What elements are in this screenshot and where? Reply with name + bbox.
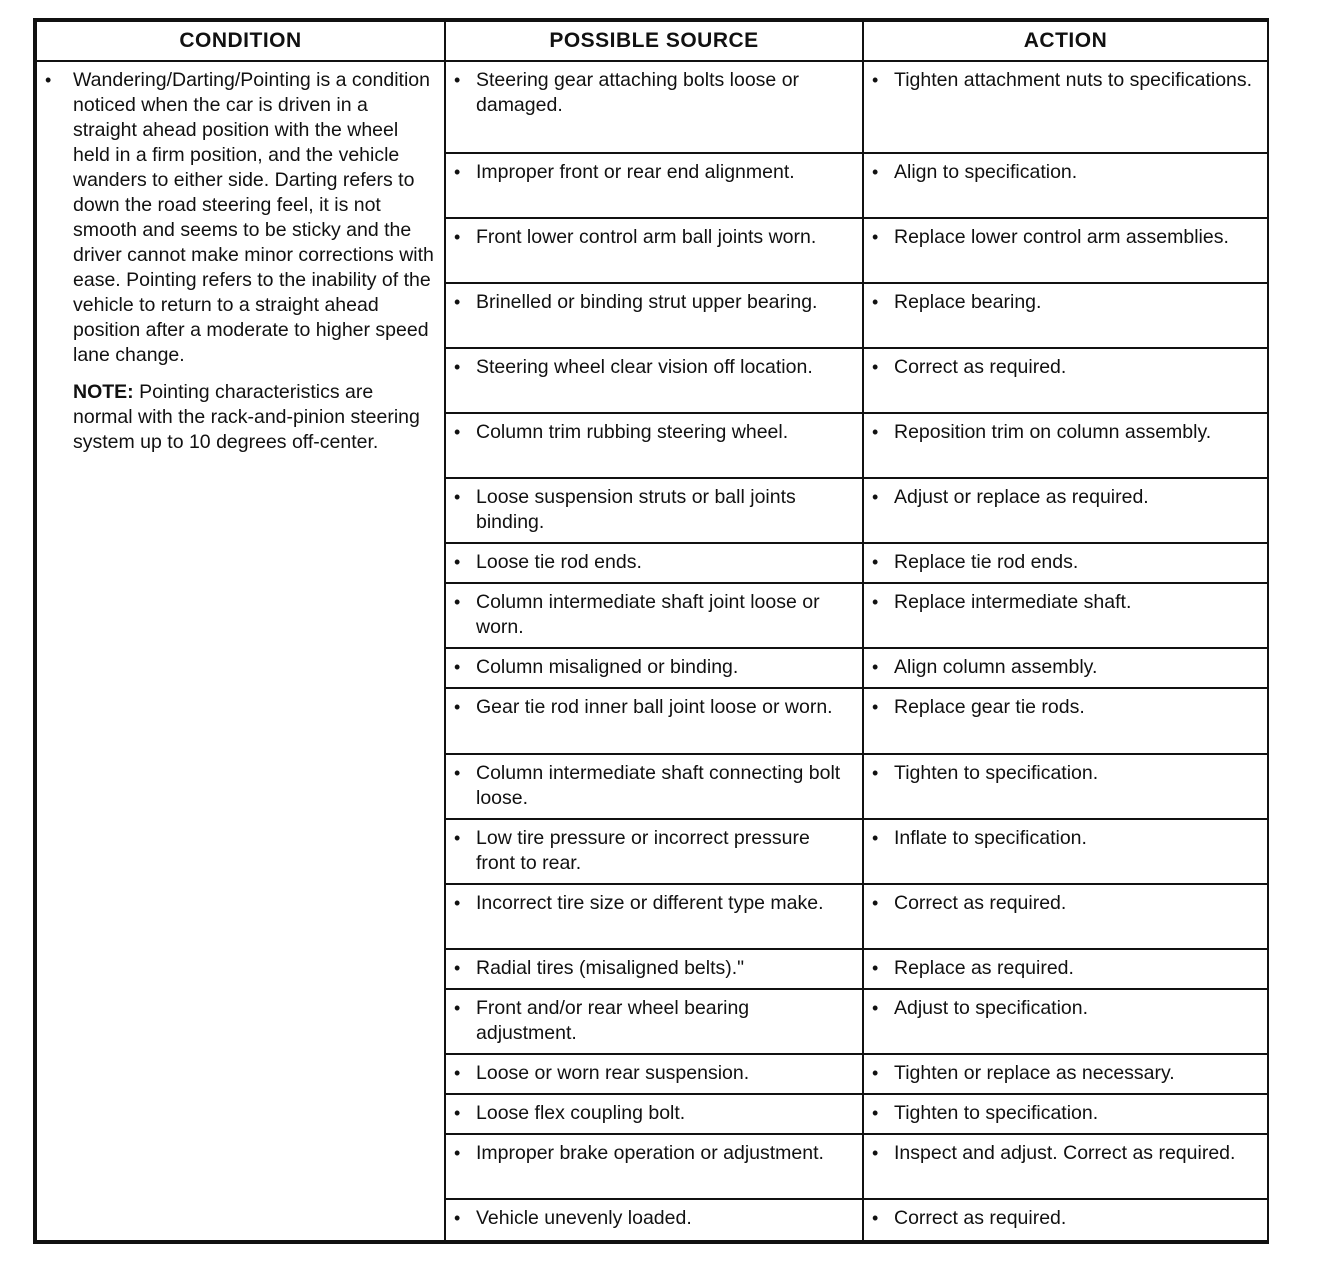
bullet-icon: • <box>872 657 879 678</box>
action-cell <box>863 949 1268 989</box>
possible-source-cell <box>445 348 863 413</box>
bullet-icon: • <box>454 997 461 1018</box>
possible-source-cell <box>445 218 863 283</box>
action-cell <box>863 218 1268 283</box>
possible-source-cell <box>445 478 863 543</box>
bullet-icon: • <box>454 592 461 613</box>
action-cell <box>863 1134 1268 1199</box>
bullet-icon: • <box>872 997 879 1018</box>
source-text: Loose or worn rear suspension. <box>476 1061 750 1084</box>
action-text: Adjust or replace as required. <box>894 486 1149 509</box>
source-text: Column trim rubbing steering wheel. <box>476 421 789 444</box>
action-cell <box>863 543 1268 583</box>
action-text: Replace bearing. <box>894 291 1042 314</box>
bullet-icon: • <box>454 1142 461 1163</box>
bullet-icon: • <box>454 1062 461 1083</box>
action-text: Correct as required. <box>894 356 1067 379</box>
bullet-icon: • <box>454 292 461 313</box>
action-cell <box>863 348 1268 413</box>
action-text: Tighten to specification. <box>894 1101 1099 1124</box>
condition-item <box>45 68 436 368</box>
action-text: Replace tie rod ends. <box>894 551 1079 574</box>
bullet-icon: • <box>872 487 879 508</box>
bullet-icon: • <box>454 762 461 783</box>
action-text: Replace intermediate shaft. <box>894 591 1132 614</box>
action-text: Correct as required. <box>894 1206 1067 1229</box>
possible-source-header: POSSIBLE SOURCE <box>445 21 863 61</box>
possible-source-cell <box>445 1054 863 1094</box>
action-text: Align column assembly. <box>894 656 1098 679</box>
note-text: Pointing characteristics are normal with the rack-and-pinion steering system up to 10 degrees off-center. <box>73 381 420 453</box>
bullet-icon: • <box>872 227 879 248</box>
action-header: ACTION <box>863 21 1268 61</box>
bullet-icon: • <box>872 592 879 613</box>
bullet-icon: • <box>454 422 461 443</box>
possible-source-cell <box>445 413 863 478</box>
action-text: Replace gear tie rods. <box>894 696 1085 719</box>
source-text: Column misaligned or binding. <box>476 656 739 679</box>
source-text: Vehicle unevenly loaded. <box>476 1206 692 1229</box>
action-text: Correct as required. <box>894 891 1067 914</box>
action-text: Tighten or replace as necessary. <box>894 1061 1175 1084</box>
action-cell <box>863 1094 1268 1134</box>
possible-source-cell <box>445 1199 863 1241</box>
source-text: Front and/or rear wheel bearing adjustment. <box>476 996 750 1044</box>
possible-source-cell <box>445 61 863 153</box>
source-text: Incorrect tire size or different type make. <box>476 891 824 914</box>
possible-source-cell <box>445 884 863 949</box>
action-text: Adjust to specification. <box>894 996 1089 1019</box>
action-cell <box>863 648 1268 688</box>
bullet-icon: • <box>872 762 879 783</box>
action-cell <box>863 989 1268 1054</box>
bullet-icon: • <box>872 1142 879 1163</box>
bullet-icon: • <box>872 1207 879 1228</box>
action-text: Tighten attachment nuts to specifications. <box>894 69 1253 91</box>
bullet-icon: • <box>872 697 879 718</box>
bullet-icon: • <box>872 1102 879 1123</box>
table-body <box>36 61 1268 1241</box>
action-cell <box>863 688 1268 753</box>
source-text: Steering wheel clear vision off location. <box>476 356 813 379</box>
source-text: Loose flex coupling bolt. <box>476 1101 686 1124</box>
bullet-icon: • <box>454 657 461 678</box>
action-cell <box>863 1054 1268 1094</box>
bullet-icon: • <box>872 957 879 978</box>
bullet-icon: • <box>454 487 461 508</box>
condition-text: Wandering/Darting/Pointing is a condition noticed when the car is driven in a straight ahead position with the wheel held in a firm position, and the vehicle wanders to either side. Darting refers to down the road steering feel, it is not smooth and seems to be sticky and the driver cannot make minor corrections with ease. Pointing refers to the inability of the vehicle to return to a straight ahead position after a moderate to higher speed lane change. <box>73 69 434 366</box>
bullet-icon: • <box>872 552 879 573</box>
possible-source-cell <box>445 819 863 884</box>
possible-source-cell <box>445 1094 863 1134</box>
header-row <box>36 21 1268 61</box>
condition-cell <box>36 61 445 1241</box>
source-text: Gear tie rod inner ball joint loose or worn. <box>476 696 833 719</box>
note-label: NOTE: <box>73 381 134 403</box>
possible-source-cell <box>445 989 863 1054</box>
bullet-icon: • <box>872 1062 879 1083</box>
bullet-icon: • <box>454 162 461 183</box>
action-text: Reposition trim on column assembly. <box>894 421 1212 444</box>
possible-source-cell <box>445 583 863 648</box>
possible-source-cell <box>445 1134 863 1199</box>
bullet-icon: • <box>454 957 461 978</box>
possible-source-cell <box>445 688 863 753</box>
source-text: Radial tires (misaligned belts)." <box>476 956 745 979</box>
action-text: Align to specification. <box>894 161 1078 184</box>
source-text: Improper front or rear end alignment. <box>476 161 795 184</box>
action-cell <box>863 754 1268 819</box>
action-cell <box>863 413 1268 478</box>
condition-header: CONDITION <box>36 21 445 61</box>
source-text: Steering gear attaching bolts loose or damaged. <box>476 69 800 116</box>
action-text: Tighten to specification. <box>894 761 1099 784</box>
bullet-icon: • <box>872 892 879 913</box>
bullet-icon: • <box>872 827 879 848</box>
action-text: Replace as required. <box>894 956 1074 979</box>
bullet-icon: • <box>872 422 879 443</box>
bullet-icon: • <box>454 357 461 378</box>
bullet-icon: • <box>454 697 461 718</box>
source-text: Loose suspension struts or ball joints binding. <box>476 486 796 534</box>
action-cell <box>863 61 1268 153</box>
source-text: Front lower control arm ball joints worn. <box>476 226 817 249</box>
bullet-icon: • <box>454 552 461 573</box>
action-cell <box>863 153 1268 218</box>
source-text: Loose tie rod ends. <box>476 551 642 574</box>
bullet-icon: • <box>454 70 461 90</box>
possible-source-cell <box>445 754 863 819</box>
source-text: Brinelled or binding strut upper bearing. <box>476 291 818 314</box>
action-cell <box>863 1199 1268 1241</box>
bullet-icon: • <box>872 357 879 378</box>
possible-source-cell <box>445 648 863 688</box>
bullet-icon: • <box>45 70 52 90</box>
source-text: Column intermediate shaft joint loose or worn. <box>476 591 820 639</box>
bullet-icon: • <box>454 1207 461 1228</box>
action-cell <box>863 819 1268 884</box>
bullet-icon: • <box>872 292 879 313</box>
bullet-icon: • <box>454 827 461 848</box>
bullet-icon: • <box>454 227 461 248</box>
diagnosis-table <box>35 20 1269 1242</box>
action-text: Inflate to specification. <box>894 826 1087 849</box>
source-text: Column intermediate shaft connecting bolt loose. <box>476 761 841 809</box>
bullet-icon: • <box>872 70 879 90</box>
source-text: Low tire pressure or incorrect pressure front to rear. <box>476 826 810 874</box>
source-text: Improper brake operation or adjustment. <box>476 1141 824 1164</box>
possible-source-cell <box>445 283 863 348</box>
action-cell <box>863 583 1268 648</box>
possible-source-cell <box>445 153 863 218</box>
condition-note <box>45 380 436 455</box>
bullet-icon: • <box>454 1102 461 1123</box>
table-row <box>36 61 1268 153</box>
action-cell <box>863 478 1268 543</box>
action-cell <box>863 283 1268 348</box>
diagnosis-chart <box>33 18 1269 1244</box>
action-text: Replace lower control arm assemblies. <box>894 226 1229 249</box>
possible-source-cell <box>445 543 863 583</box>
bullet-icon: • <box>454 892 461 913</box>
possible-source-cell <box>445 949 863 989</box>
action-text: Inspect and adjust. Correct as required. <box>894 1141 1236 1164</box>
action-cell <box>863 884 1268 949</box>
bullet-icon: • <box>872 162 879 183</box>
